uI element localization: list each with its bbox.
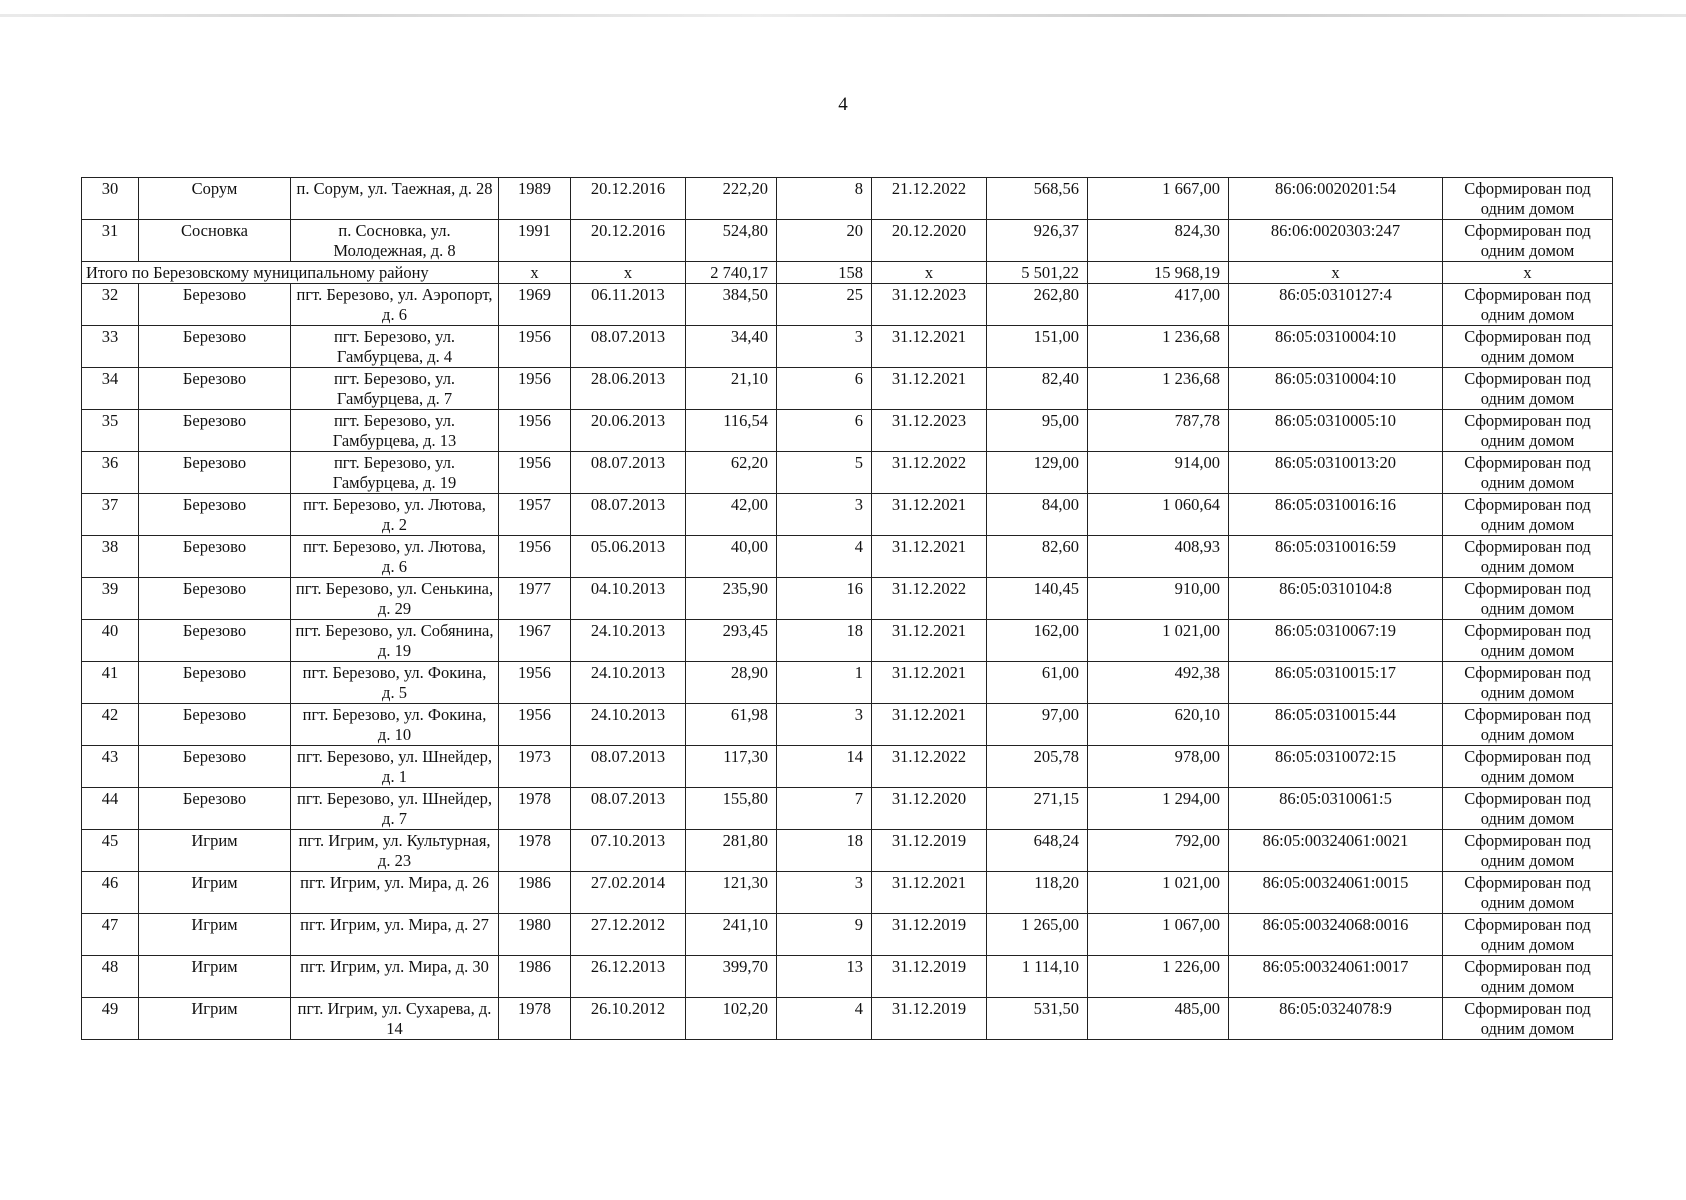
cell-status: Сформирован под одним домом xyxy=(1443,662,1613,704)
cell-date1: 08.07.2013 xyxy=(571,494,686,536)
cell-v2: 914,00 xyxy=(1088,452,1229,494)
cell-address: пгт. Игрим, ул. Культурная, д. 23 xyxy=(291,830,499,872)
cell-v1: 151,00 xyxy=(987,326,1088,368)
cell-status: Сформирован под одним домом xyxy=(1443,914,1613,956)
cell-date1: 24.10.2013 xyxy=(571,704,686,746)
cell-year: 1978 xyxy=(499,788,571,830)
cell-year: 1956 xyxy=(499,326,571,368)
cell-settlement: Березово xyxy=(139,788,291,830)
cell-v2: 792,00 xyxy=(1088,830,1229,872)
total-date1: х xyxy=(571,262,686,284)
table-row xyxy=(82,914,1613,956)
table-row xyxy=(82,494,1613,536)
cell-status: Сформирован под одним домом xyxy=(1443,620,1613,662)
cell-v2: 1 060,64 xyxy=(1088,494,1229,536)
cell-persons: 25 xyxy=(777,284,872,326)
cell-address: п. Сосновка, ул. Молодежная, д. 8 xyxy=(291,220,499,262)
cell-num: 32 xyxy=(82,284,139,326)
cell-date2: 31.12.2021 xyxy=(872,704,987,746)
cell-persons: 9 xyxy=(777,914,872,956)
cell-num: 42 xyxy=(82,704,139,746)
cell-date1: 05.06.2013 xyxy=(571,536,686,578)
cell-address: пгт. Березово, ул. Сенькина, д. 29 xyxy=(291,578,499,620)
cell-v1: 205,78 xyxy=(987,746,1088,788)
cell-address: пгт. Березово, ул. Лютова, д. 6 xyxy=(291,536,499,578)
cell-status: Сформирован под одним домом xyxy=(1443,284,1613,326)
table-row xyxy=(82,536,1613,578)
cell-address: пгт. Березово, ул. Аэропорт, д. 6 xyxy=(291,284,499,326)
cell-settlement: Березово xyxy=(139,620,291,662)
cell-year: 1969 xyxy=(499,284,571,326)
cell-settlement: Березово xyxy=(139,536,291,578)
cell-num: 33 xyxy=(82,326,139,368)
cell-persons: 4 xyxy=(777,998,872,1040)
cell-persons: 3 xyxy=(777,326,872,368)
total-area: 2 740,17 xyxy=(686,262,777,284)
cell-date2: 31.12.2021 xyxy=(872,872,987,914)
cell-settlement: Березово xyxy=(139,494,291,536)
cell-year: 1989 xyxy=(499,178,571,220)
cell-address: пгт. Березово, ул. Шнейдер, д. 1 xyxy=(291,746,499,788)
table-row xyxy=(82,326,1613,368)
cell-date2: 31.12.2021 xyxy=(872,536,987,578)
cell-area: 102,20 xyxy=(686,998,777,1040)
cell-num: 47 xyxy=(82,914,139,956)
cell-cadastre: 86:05:0310016:16 xyxy=(1229,494,1443,536)
cell-num: 37 xyxy=(82,494,139,536)
cell-settlement: Сосновка xyxy=(139,220,291,262)
cell-date1: 27.02.2014 xyxy=(571,872,686,914)
cell-v2: 978,00 xyxy=(1088,746,1229,788)
table-row xyxy=(82,788,1613,830)
cell-persons: 18 xyxy=(777,830,872,872)
cell-num: 43 xyxy=(82,746,139,788)
cell-v2: 1 021,00 xyxy=(1088,872,1229,914)
cell-cadastre: 86:06:0020201:54 xyxy=(1229,178,1443,220)
cell-v1: 82,60 xyxy=(987,536,1088,578)
cell-date1: 08.07.2013 xyxy=(571,326,686,368)
cell-date2: 31.12.2019 xyxy=(872,998,987,1040)
cell-cadastre: 86:05:00324061:0017 xyxy=(1229,956,1443,998)
cell-num: 41 xyxy=(82,662,139,704)
cell-date2: 31.12.2021 xyxy=(872,368,987,410)
cell-cadastre: 86:05:0310067:19 xyxy=(1229,620,1443,662)
cell-area: 116,54 xyxy=(686,410,777,452)
cell-settlement: Сорум xyxy=(139,178,291,220)
cell-year: 1973 xyxy=(499,746,571,788)
cell-date2: 31.12.2019 xyxy=(872,914,987,956)
cell-cadastre: 86:05:0310004:10 xyxy=(1229,368,1443,410)
cell-date1: 08.07.2013 xyxy=(571,452,686,494)
cell-persons: 18 xyxy=(777,620,872,662)
cell-year: 1967 xyxy=(499,620,571,662)
cell-date2: 31.12.2021 xyxy=(872,494,987,536)
cell-area: 241,10 xyxy=(686,914,777,956)
cell-date1: 26.12.2013 xyxy=(571,956,686,998)
cell-settlement: Березово xyxy=(139,704,291,746)
cell-area: 155,80 xyxy=(686,788,777,830)
table-row xyxy=(82,220,1613,262)
cell-persons: 13 xyxy=(777,956,872,998)
cell-cadastre: 86:05:0310061:5 xyxy=(1229,788,1443,830)
total-date2: х xyxy=(872,262,987,284)
cell-date2: 31.12.2022 xyxy=(872,746,987,788)
cell-v2: 417,00 xyxy=(1088,284,1229,326)
table-row xyxy=(82,410,1613,452)
cell-status: Сформирован под одним домом xyxy=(1443,494,1613,536)
cell-num: 34 xyxy=(82,368,139,410)
cell-date1: 08.07.2013 xyxy=(571,788,686,830)
cell-address: пгт. Березово, ул. Гамбурцева, д. 7 xyxy=(291,368,499,410)
cell-persons: 4 xyxy=(777,536,872,578)
cell-settlement: Игрим xyxy=(139,956,291,998)
cell-cadastre: 86:05:00324068:0016 xyxy=(1229,914,1443,956)
cell-v2: 1 067,00 xyxy=(1088,914,1229,956)
table-row xyxy=(82,956,1613,998)
cell-num: 39 xyxy=(82,578,139,620)
cell-v2: 1 294,00 xyxy=(1088,788,1229,830)
cell-status: Сформирован под одним домом xyxy=(1443,178,1613,220)
cell-cadastre: 86:05:0310013:20 xyxy=(1229,452,1443,494)
houses-table xyxy=(81,177,1613,1040)
cell-v1: 1 114,10 xyxy=(987,956,1088,998)
cell-date1: 26.10.2012 xyxy=(571,998,686,1040)
cell-status: Сформирован под одним домом xyxy=(1443,704,1613,746)
cell-date2: 21.12.2022 xyxy=(872,178,987,220)
cell-date2: 31.12.2020 xyxy=(872,788,987,830)
cell-address: пгт. Березово, ул. Гамбурцева, д. 19 xyxy=(291,452,499,494)
cell-persons: 3 xyxy=(777,494,872,536)
cell-cadastre: 86:05:00324061:0015 xyxy=(1229,872,1443,914)
cell-persons: 6 xyxy=(777,410,872,452)
cell-address: пгт. Березово, ул. Гамбурцева, д. 4 xyxy=(291,326,499,368)
cell-v2: 408,93 xyxy=(1088,536,1229,578)
cell-area: 40,00 xyxy=(686,536,777,578)
cell-year: 1956 xyxy=(499,536,571,578)
cell-v1: 926,37 xyxy=(987,220,1088,262)
cell-area: 42,00 xyxy=(686,494,777,536)
cell-area: 293,45 xyxy=(686,620,777,662)
cell-num: 44 xyxy=(82,788,139,830)
cell-date2: 31.12.2021 xyxy=(872,326,987,368)
cell-v1: 61,00 xyxy=(987,662,1088,704)
cell-v1: 271,15 xyxy=(987,788,1088,830)
cell-address: пгт. Березово, ул. Собянина, д. 19 xyxy=(291,620,499,662)
cell-settlement: Березово xyxy=(139,578,291,620)
table-row xyxy=(82,746,1613,788)
cell-cadastre: 86:06:0020303:247 xyxy=(1229,220,1443,262)
cell-status: Сформирован под одним домом xyxy=(1443,872,1613,914)
cell-area: 62,20 xyxy=(686,452,777,494)
cell-v1: 162,00 xyxy=(987,620,1088,662)
cell-date1: 24.10.2013 xyxy=(571,620,686,662)
cell-v2: 485,00 xyxy=(1088,998,1229,1040)
cell-v1: 648,24 xyxy=(987,830,1088,872)
cell-v2: 1 021,00 xyxy=(1088,620,1229,662)
cell-area: 117,30 xyxy=(686,746,777,788)
cell-persons: 6 xyxy=(777,368,872,410)
cell-year: 1956 xyxy=(499,452,571,494)
cell-persons: 3 xyxy=(777,872,872,914)
cell-address: п. Сорум, ул. Таежная, д. 28 xyxy=(291,178,499,220)
cell-year: 1986 xyxy=(499,956,571,998)
total-v2: 15 968,19 xyxy=(1088,262,1229,284)
cell-num: 35 xyxy=(82,410,139,452)
cell-address: пгт. Березово, ул. Гамбурцева, д. 13 xyxy=(291,410,499,452)
table-row xyxy=(82,368,1613,410)
table-row xyxy=(82,998,1613,1040)
cell-date2: 31.12.2023 xyxy=(872,284,987,326)
cell-settlement: Игрим xyxy=(139,830,291,872)
cell-v1: 1 265,00 xyxy=(987,914,1088,956)
cell-cadastre: 86:05:0310016:59 xyxy=(1229,536,1443,578)
cell-status: Сформирован под одним домом xyxy=(1443,830,1613,872)
cell-status: Сформирован под одним домом xyxy=(1443,326,1613,368)
cell-area: 384,50 xyxy=(686,284,777,326)
cell-address: пгт. Березово, ул. Шнейдер, д. 7 xyxy=(291,788,499,830)
total-persons: 158 xyxy=(777,262,872,284)
cell-v2: 1 667,00 xyxy=(1088,178,1229,220)
cell-settlement: Березово xyxy=(139,368,291,410)
cell-settlement: Березово xyxy=(139,410,291,452)
cell-status: Сформирован под одним домом xyxy=(1443,220,1613,262)
cell-year: 1991 xyxy=(499,220,571,262)
cell-v1: 82,40 xyxy=(987,368,1088,410)
cell-settlement: Березово xyxy=(139,284,291,326)
cell-date1: 28.06.2013 xyxy=(571,368,686,410)
cell-area: 28,90 xyxy=(686,662,777,704)
cell-status: Сформирован под одним домом xyxy=(1443,998,1613,1040)
cell-date2: 31.12.2023 xyxy=(872,410,987,452)
cell-date1: 27.12.2012 xyxy=(571,914,686,956)
cell-status: Сформирован под одним домом xyxy=(1443,452,1613,494)
cell-cadastre: 86:05:0310005:10 xyxy=(1229,410,1443,452)
cell-year: 1956 xyxy=(499,368,571,410)
cell-date1: 20.06.2013 xyxy=(571,410,686,452)
cell-address: пгт. Игрим, ул. Мира, д. 30 xyxy=(291,956,499,998)
cell-date2: 31.12.2022 xyxy=(872,578,987,620)
cell-v1: 262,80 xyxy=(987,284,1088,326)
cell-status: Сформирован под одним домом xyxy=(1443,368,1613,410)
cell-v2: 1 226,00 xyxy=(1088,956,1229,998)
total-year: х xyxy=(499,262,571,284)
cell-address: пгт. Березово, ул. Лютова, д. 2 xyxy=(291,494,499,536)
cell-persons: 1 xyxy=(777,662,872,704)
cell-year: 1956 xyxy=(499,410,571,452)
cell-address: пгт. Березово, ул. Фокина, д. 10 xyxy=(291,704,499,746)
cell-area: 524,80 xyxy=(686,220,777,262)
cell-cadastre: 86:05:0310015:44 xyxy=(1229,704,1443,746)
cell-v1: 531,50 xyxy=(987,998,1088,1040)
scan-edge xyxy=(0,14,1686,17)
cell-num: 46 xyxy=(82,872,139,914)
cell-num: 38 xyxy=(82,536,139,578)
cell-persons: 16 xyxy=(777,578,872,620)
table-row xyxy=(82,872,1613,914)
cell-date1: 06.11.2013 xyxy=(571,284,686,326)
cell-settlement: Березово xyxy=(139,746,291,788)
cell-area: 222,20 xyxy=(686,178,777,220)
cell-date1: 20.12.2016 xyxy=(571,220,686,262)
cell-year: 1978 xyxy=(499,830,571,872)
cell-year: 1977 xyxy=(499,578,571,620)
cell-area: 281,80 xyxy=(686,830,777,872)
cell-address: пгт. Игрим, ул. Сухарева, д. 14 xyxy=(291,998,499,1040)
cell-settlement: Игрим xyxy=(139,872,291,914)
cell-settlement: Березово xyxy=(139,662,291,704)
total-cadastre: х xyxy=(1229,262,1443,284)
page-number: 4 xyxy=(838,94,848,115)
cell-persons: 5 xyxy=(777,452,872,494)
cell-v2: 620,10 xyxy=(1088,704,1229,746)
cell-year: 1957 xyxy=(499,494,571,536)
cell-num: 40 xyxy=(82,620,139,662)
cell-status: Сформирован под одним домом xyxy=(1443,746,1613,788)
cell-date2: 31.12.2022 xyxy=(872,452,987,494)
cell-area: 399,70 xyxy=(686,956,777,998)
table-row xyxy=(82,284,1613,326)
cell-v2: 824,30 xyxy=(1088,220,1229,262)
cell-v2: 787,78 xyxy=(1088,410,1229,452)
table-row xyxy=(82,620,1613,662)
cell-v1: 84,00 xyxy=(987,494,1088,536)
cell-v2: 910,00 xyxy=(1088,578,1229,620)
table-row xyxy=(82,578,1613,620)
cell-year: 1980 xyxy=(499,914,571,956)
cell-v2: 1 236,68 xyxy=(1088,326,1229,368)
cell-status: Сформирован под одним домом xyxy=(1443,956,1613,998)
cell-date2: 31.12.2021 xyxy=(872,662,987,704)
cell-year: 1986 xyxy=(499,872,571,914)
cell-v1: 95,00 xyxy=(987,410,1088,452)
cell-num: 31 xyxy=(82,220,139,262)
cell-v1: 140,45 xyxy=(987,578,1088,620)
cell-date1: 08.07.2013 xyxy=(571,746,686,788)
total-v1: 5 501,22 xyxy=(987,262,1088,284)
cell-area: 61,98 xyxy=(686,704,777,746)
cell-v1: 118,20 xyxy=(987,872,1088,914)
cell-cadastre: 86:05:0310127:4 xyxy=(1229,284,1443,326)
table-row xyxy=(82,662,1613,704)
cell-date2: 31.12.2019 xyxy=(872,830,987,872)
cell-date1: 04.10.2013 xyxy=(571,578,686,620)
cell-persons: 8 xyxy=(777,178,872,220)
cell-date2: 31.12.2019 xyxy=(872,956,987,998)
total-label: Итого по Березовскому муниципальному району xyxy=(82,262,499,284)
cell-date2: 31.12.2021 xyxy=(872,620,987,662)
cell-v1: 129,00 xyxy=(987,452,1088,494)
cell-status: Сформирован под одним домом xyxy=(1443,788,1613,830)
cell-v2: 492,38 xyxy=(1088,662,1229,704)
cell-year: 1956 xyxy=(499,704,571,746)
cell-cadastre: 86:05:0310072:15 xyxy=(1229,746,1443,788)
cell-area: 235,90 xyxy=(686,578,777,620)
cell-settlement: Игрим xyxy=(139,914,291,956)
cell-year: 1956 xyxy=(499,662,571,704)
cell-status: Сформирован под одним домом xyxy=(1443,536,1613,578)
cell-date1: 20.12.2016 xyxy=(571,178,686,220)
cell-persons: 7 xyxy=(777,788,872,830)
table-row xyxy=(82,178,1613,220)
cell-cadastre: 86:05:0310015:17 xyxy=(1229,662,1443,704)
cell-date1: 07.10.2013 xyxy=(571,830,686,872)
cell-settlement: Березово xyxy=(139,326,291,368)
cell-address: пгт. Игрим, ул. Мира, д. 26 xyxy=(291,872,499,914)
cell-area: 34,40 xyxy=(686,326,777,368)
cell-date2: 20.12.2020 xyxy=(872,220,987,262)
cell-v2: 1 236,68 xyxy=(1088,368,1229,410)
cell-persons: 3 xyxy=(777,704,872,746)
cell-num: 49 xyxy=(82,998,139,1040)
cell-num: 36 xyxy=(82,452,139,494)
cell-cadastre: 86:05:00324061:0021 xyxy=(1229,830,1443,872)
cell-num: 45 xyxy=(82,830,139,872)
cell-address: пгт. Березово, ул. Фокина, д. 5 xyxy=(291,662,499,704)
cell-settlement: Березово xyxy=(139,452,291,494)
cell-settlement: Игрим xyxy=(139,998,291,1040)
cell-v1: 568,56 xyxy=(987,178,1088,220)
cell-cadastre: 86:05:0324078:9 xyxy=(1229,998,1443,1040)
cell-cadastre: 86:05:0310104:8 xyxy=(1229,578,1443,620)
cell-date1: 24.10.2013 xyxy=(571,662,686,704)
cell-area: 121,30 xyxy=(686,872,777,914)
table-row xyxy=(82,830,1613,872)
total-row xyxy=(82,262,1613,284)
cell-cadastre: 86:05:0310004:10 xyxy=(1229,326,1443,368)
table-row xyxy=(82,704,1613,746)
cell-address: пгт. Игрим, ул. Мира, д. 27 xyxy=(291,914,499,956)
total-status: х xyxy=(1443,262,1613,284)
cell-year: 1978 xyxy=(499,998,571,1040)
table-row xyxy=(82,452,1613,494)
cell-status: Сформирован под одним домом xyxy=(1443,410,1613,452)
cell-area: 21,10 xyxy=(686,368,777,410)
cell-status: Сформирован под одним домом xyxy=(1443,578,1613,620)
cell-v1: 97,00 xyxy=(987,704,1088,746)
cell-persons: 14 xyxy=(777,746,872,788)
cell-persons: 20 xyxy=(777,220,872,262)
cell-num: 48 xyxy=(82,956,139,998)
cell-num: 30 xyxy=(82,178,139,220)
